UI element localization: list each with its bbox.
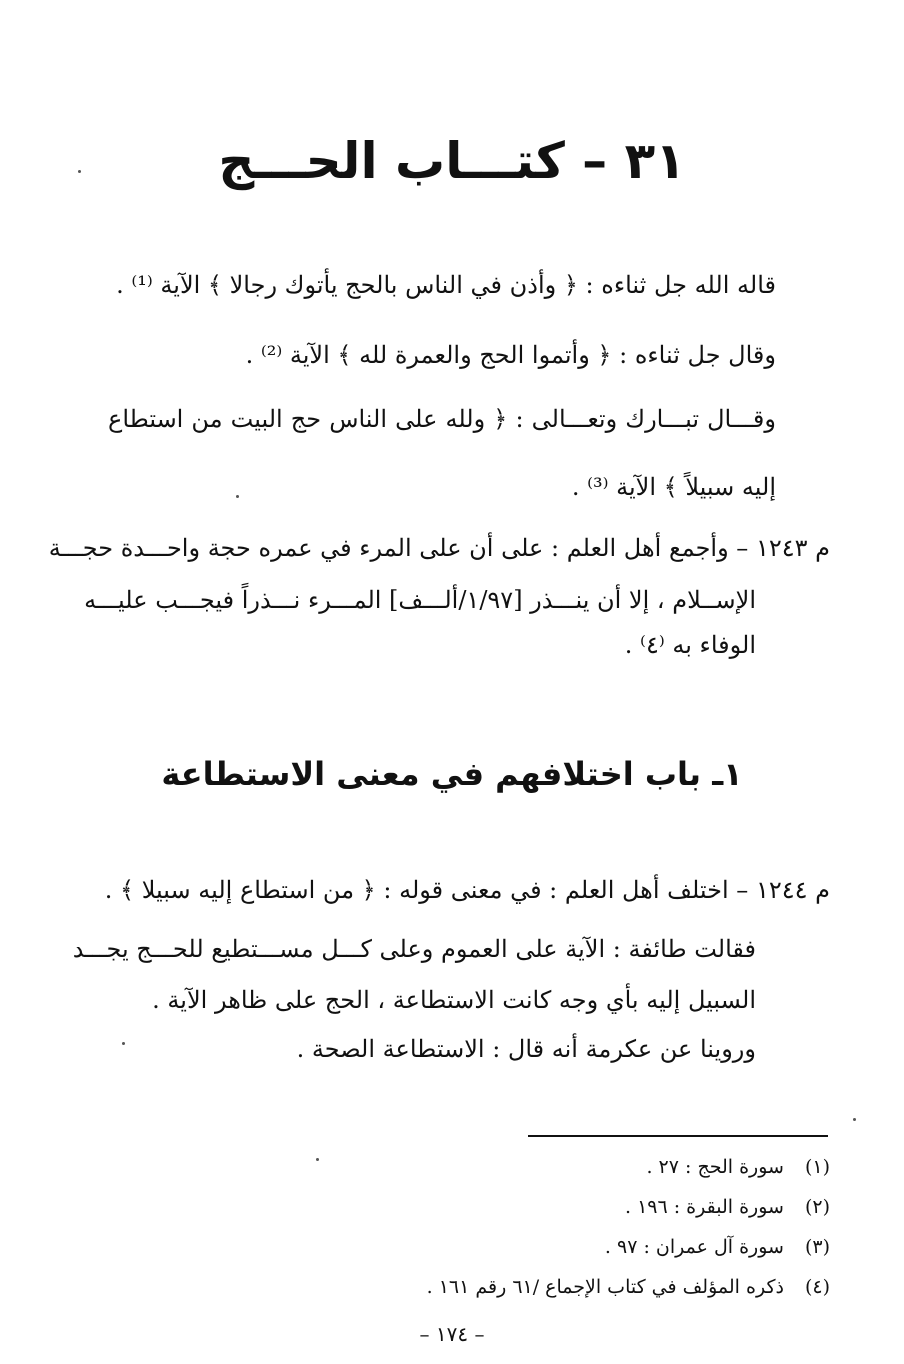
verse-line-3: وقـــال تبـــارك وتعـــالى : ﴿ ولله على الناس حج البيت من استطاع bbox=[108, 405, 776, 433]
para-1244-line-2: فقالت طائفة : الآية على العموم وعلى كـــل مســـتطيع للحـــج يجـــد bbox=[72, 935, 756, 963]
scan-speck bbox=[853, 1118, 856, 1121]
footnote-text: سورة الحج : ٢٧ . bbox=[646, 1156, 784, 1178]
para-1244-line-3: السبيل إليه بأي وجه كانت الاستطاعة ، الحج على ظاهر الآية . bbox=[152, 986, 756, 1014]
para-1244-line-1: م ١٢٤٤ – اختلف أهل العلم : في معنى قوله : ﴿ من استطاع إليه سبيلا ﴾ . bbox=[104, 876, 830, 904]
footnote-text: سورة البقرة : ١٩٦ . bbox=[624, 1196, 784, 1218]
verse-line-2: وقال جل ثناءه : ﴿ وأتموا الحج والعمرة لله ﴾ الآية ⁽²⁾ . bbox=[245, 341, 776, 369]
footnote-3 bbox=[605, 1235, 830, 1260]
para-1243-line-2: الإســلام ، إلا أن ينـــذر [١/٩٧/ألـــف] المـــرء نـــذراً فيجـــب عليـــه bbox=[84, 586, 756, 614]
footnote-separator bbox=[528, 1135, 828, 1137]
footnote-number: (١) bbox=[804, 1156, 830, 1178]
footnote-number: (٢) bbox=[804, 1196, 830, 1218]
footnote-text: سورة آل عمران : ٩٧ . bbox=[604, 1236, 784, 1258]
footnote-number: (٣) bbox=[804, 1236, 830, 1258]
footnote-1 bbox=[646, 1155, 830, 1180]
scan-speck bbox=[236, 495, 239, 498]
page-number: – ١٧٤ – bbox=[419, 1322, 485, 1346]
para-1243-line-1: م ١٢٤٣ – وأجمع أهل العلم : على أن على المرء في عمره حجة واحـــدة حجـــة bbox=[48, 534, 830, 562]
chapter-title: ٣١ – كتـــاب الحـــج bbox=[218, 132, 686, 190]
scan-speck bbox=[78, 170, 81, 173]
scan-speck bbox=[316, 1158, 319, 1161]
footnote-4 bbox=[427, 1275, 830, 1300]
verse-line-1: قاله الله جل ثناءه : ﴿ وأذن في الناس بالحج يأتوك رجالا ﴾ الآية ⁽¹⁾ . bbox=[116, 271, 776, 299]
para-1244-line-4: وروينا عن عكرمة أنه قال : الاستطاعة الصحة . bbox=[296, 1035, 756, 1063]
footnote-number: (٤) bbox=[804, 1276, 830, 1298]
verse-line-4: إليه سبيلاً ﴾ الآية ⁽³⁾ . bbox=[571, 473, 776, 501]
para-1243-line-3: الوفاء به ⁽٤⁾ . bbox=[624, 631, 756, 659]
scan-speck bbox=[122, 1042, 125, 1045]
section-title: ١ـ باب اختلافهم في معنى الاستطاعة bbox=[161, 755, 743, 793]
footnote-text: ذكره المؤلف في كتاب الإجماع /٦١ رقم ١٦١ . bbox=[426, 1276, 784, 1298]
footnote-2 bbox=[625, 1195, 830, 1220]
